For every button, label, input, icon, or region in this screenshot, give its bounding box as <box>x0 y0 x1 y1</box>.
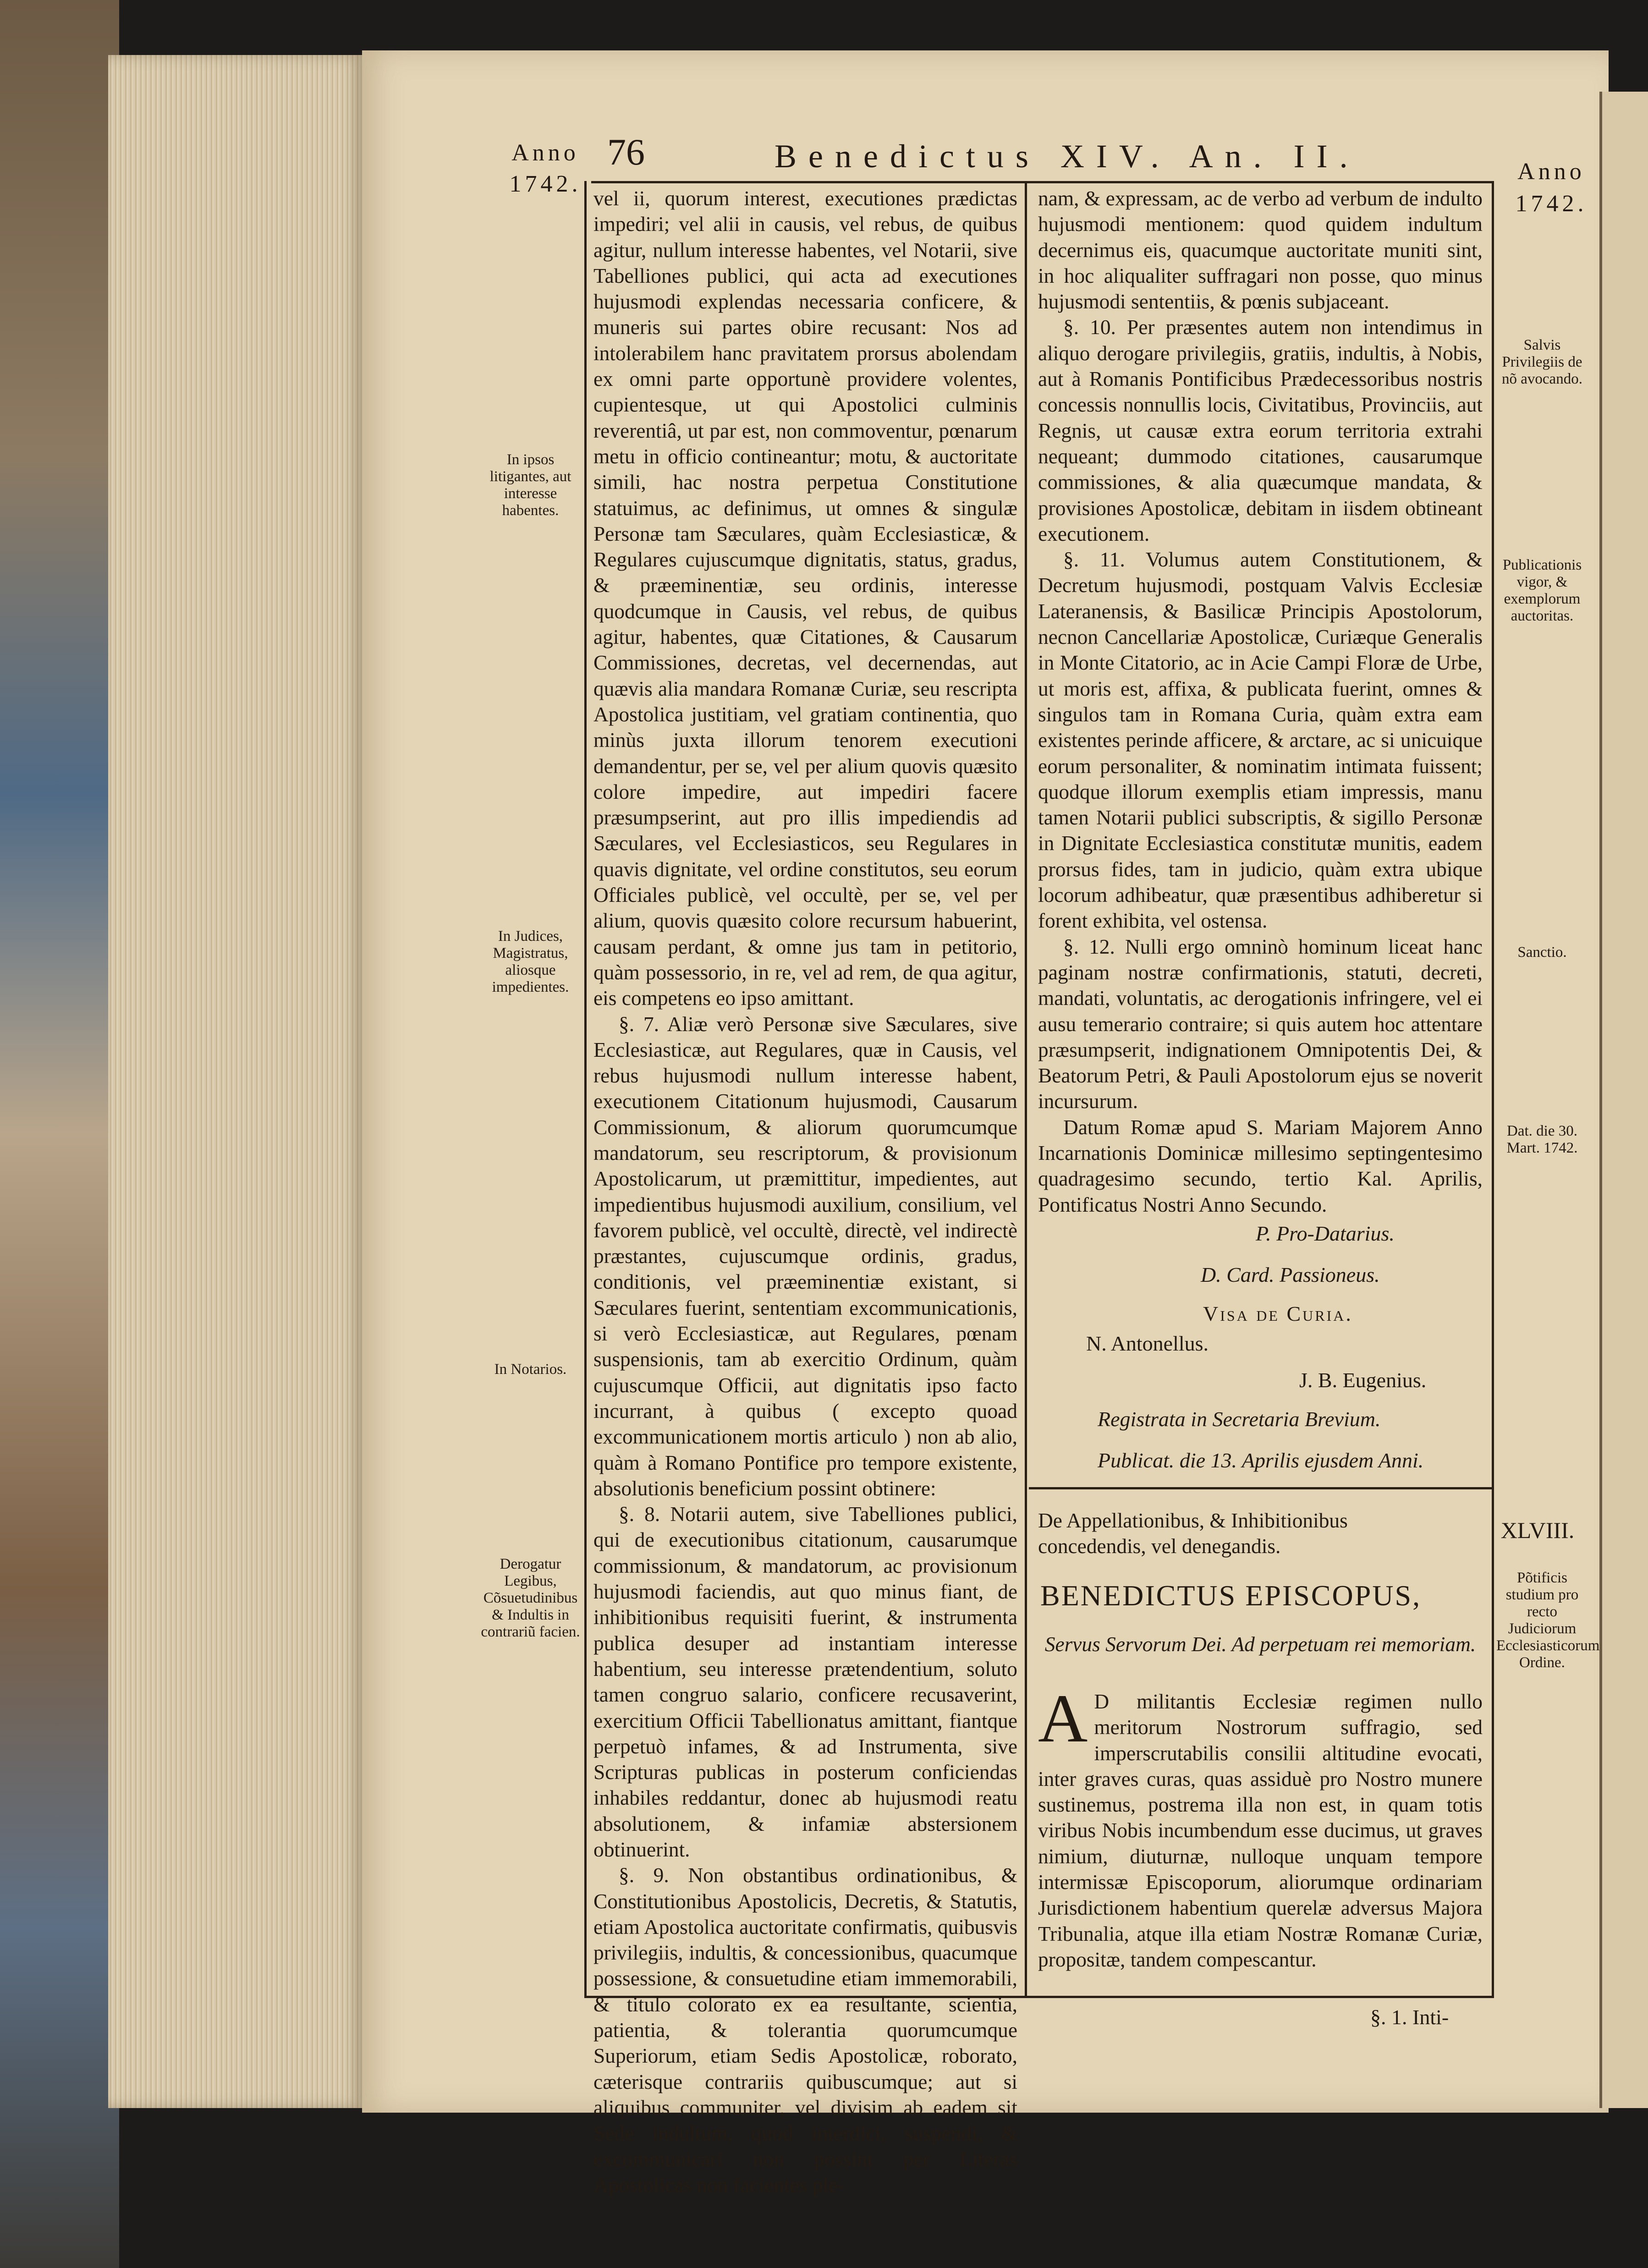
paragraph-section-9: §. 9. Non obstantibus ordinationibus, & Constitutionibus Apostolicis, Decretis, & Statutis, etiam Apostolica auctoritate confirmatis, quibusvis privilegiis, indultis, & concessionibus, quacumque possessione, & consuetudine etiam immemorabili, & titulo colorato ex ea resultante, scientia, patientia, & tolerantia quorumcumque Superiorum, etiam Sedis Apostolicæ, roborato, cæterisque contrariis quibuscumque; aut si aliquibus communiter, vel divisim ab eadem sit Sede indultum, quod interdici, suspendi, & excommunicari non possint per Literas Apostolicas non facientes ple- <box>593 1864 1017 2197</box>
page-number: 76 <box>607 131 645 173</box>
signature-antonellus: N. Antonellus. <box>1086 1332 1209 1355</box>
paragraph-section-8: §. 8. Notarii autem, sive Tabelliones publici, qui de executionibus citationum, causarumque commissionum, & mandatorum, ac provisionum hujusmodi faciendis, aut quo minus fiant, de inhibitionibus requisiti fuerint, & instrumenta publica desuper ad instantiam interesse habentium, seu interesse prætendentium, soluto tamen congruo salario, conficere recusaverint, exercitium Officii Tabellionatus amittant, fiantque perpetuò infames, & ad Instrumenta, sive Scripturas publicas in posterum conficiendas inhabiles reddantur, donec ab hujusmodi reatu absolutionem, & infamiæ abstersionem obtinuerint. <box>593 1503 1017 1861</box>
book-cover <box>0 0 119 2268</box>
body-text: D militantis Ecclesiæ regimen nullo meritorum Nostrorum suffragio, sed imperscrutabilis consilii altitudine evocati, inter graves curas, quas assiduè pro Nostro munere sustinemus, postrema illa non est, in quam totis viribus Nobis incumbendum esse ducimus, ut graves nimium, diuturnæ, nulloque unquam tempore intermissæ Episcoporum, aliorumque ordinariam Jurisdictionem habentium querelæ adversus Majora Tribunalia, atque illa etiam Nostræ Romanæ Curiæ, propositæ, tandem compescantur. <box>1038 1690 1483 1971</box>
subheading-text: Servus Servorum Dei. Ad perpetuam rei memoriam. <box>1044 1633 1476 1656</box>
header-anno-left: Anno 1742. <box>509 140 582 197</box>
section-divider-rule <box>1029 1487 1492 1489</box>
margin-note-derogatur: Derogatur Legibus, Cõsuetudinibus & Indultis in contrariũ facien. <box>481 1556 580 1640</box>
paragraph-section-10: §. 10. Per præsentes autem non intendimus in aliquo derogare privilegiis, gratiis, indultis, à Nobis, aut à Romanis Pontificibus Prædecessoribus nostris concessis nonnullis locis, Civitatibus, Provinciis, aut Regnis, ut causæ extra eorum territoria extrahi nequeant; dummodo citationes, causarumque commissiones, & alia quæcumque mandata, & provisiones Apostolicæ, debitam in iisdem obtineant executionem. <box>1038 316 1483 545</box>
catchword: §. 1. Inti- <box>1370 2005 1449 2029</box>
margin-note-sanctio: Sanctio. <box>1517 944 1567 961</box>
constitution-number: XLVIII. <box>1500 1517 1575 1543</box>
paragraph-datum: Datum Romæ apud S. Mariam Majorem Anno Incarnationis Dominicæ millesimo septingentesimo quadragesimo secundo, tertio Kal. Aprilis, Pontificatus Nostri Anno Secundo. <box>1038 1115 1483 1216</box>
paragraph-continued: vel ii, quorum interest, executiones prædictas impediri; vel alii in causis, vel rebus, de quibus agitur, nullum interesse habentes, vel Notarii, sive Tabelliones publici, qui acta ad executiones hujusmodi explendas necessaria conficere, & muneris sui partes obire recusant: Nos ad intolerabilem hanc pravitatem prorsus abolendam ex omni parte opportunè providere volentes, cupientesque, ut qui Apostolici culminis reverentiâ, ut par est, non commoventur, pœnarum metu in officio contineantur; motu, & auctoritate simili, hac nostra perpetua Constitutione statuimus, ac definimus, ut omnes & singulæ Personæ tam Sæculares, quàm Ecclesiasticæ, & Regulares cujuscumque dignitatis, status, gradus, & præeminentiæ, seu ordinis, interesse quodcumque in Causis, vel rebus, de quibus agitur, habentes, quæ Citationes, & Causarum Commissiones, decretas, vel decernendas, aut quævis alia mandara Romanæ Curiæ, seu rescripta Apostolica justitiam, vel gratiam continentia, quo minùs juxta illorum tenorem executioni demandentur, per se, vel per alium quovis quæsito colore impedire, aut impediri facere præsumpserint, aut pro illis impediendis ad Sæculares, vel Ecclesiasticos, seu Regulares in quavis dignitate, vel ordine constitutos, seu eorum Officiales publicè, vel occultè, per se, vel per alium, quovis quæsito colore recursum habuerint, causam perdant, & omne jus tam in petitorio, quàm possessorio, in re, vel ad rem, de qua agitur, eis competens eo ipso amittant. <box>593 187 1017 1010</box>
papal-heading: BENEDICTUS EPISCOPUS, <box>1040 1579 1422 1612</box>
margin-note-litigantes: In ipsos litigantes, aut interesse habentes. <box>489 451 571 519</box>
header-anno-right: Anno 1742. <box>1515 159 1588 217</box>
new-document-summary <box>1038 1508 1391 1560</box>
signature-visa-de-curia: Visa de Curia. <box>1203 1302 1353 1325</box>
margin-note-pontificis: Põtificis studium pro recto Judiciorum Ecclesiasticorum Ordine. <box>1496 1570 1600 1671</box>
registrata-line: Registrata in Secretaria Brevium. <box>1098 1407 1381 1431</box>
facing-page-edge <box>1599 92 1648 2108</box>
papal-subheading <box>1038 1631 1483 1657</box>
right-text-column <box>1038 186 1483 1218</box>
header-rule <box>591 181 1492 183</box>
margin-note-judices: In Judices, Magistratus, aliosque impedientes. <box>492 928 569 995</box>
page-edges <box>108 55 365 2108</box>
signature-pro-datarius: P. Pro-Datarius. <box>1256 1222 1395 1245</box>
summary-text: De Appellationibus, & Inhibitionibus concedendis, vel denegandis. <box>1038 1509 1348 1558</box>
signature-card-passioneus: D. Card. Passioneus. <box>1201 1263 1380 1286</box>
paragraph-section-11: §. 11. Volumus autem Constitutionem, & Decretum hujusmodi, postquam Valvis Ecclesiæ Lateranensis, & Basilicæ Principis Apostolorum, necnon Cancellariæ Apostolicæ, Curiæque Generalis in Monte Citatorio, ac in Acie Campi Floræ de Urbe, ut moris est, affixa, & publicata fuerint, omnes & singulos tam in Romana Curia, quàm extra eam existentes perinde afficere, & arctare, ac si unicuique eorum personaliter, & nominatim intimata fuissent; quodque illorum exemplis etiam impressis, manu tamen Notarii publici subscriptis, & sigillo Personæ in Dignitate Ecclesiastica constitutæ munitis, eadem prorsus fides, tam in judicio, quàm extra ubique locorum adhibeatur, quæ præsentibus adhiberetur si forent exhibita, vel ostensa. <box>1038 548 1483 933</box>
margin-note-dat: Dat. die 30. Mart. 1742. <box>1506 1123 1578 1156</box>
paragraph-continued-right: nam, & expressam, ac de verbo ad verbum de indulto hujusmodi mentionem: quod quidem indultum decernimus eis, quacumque auctoritate muniti sint, in hoc aliqualiter suffragari non posse, quo minus hujusmodi sententiis, & pœnis subjaceant. <box>1038 187 1483 313</box>
publicat-line: Publicat. die 13. Aprilis ejusdem Anni. <box>1098 1449 1424 1472</box>
right-column-rule-outer <box>1492 181 1494 1996</box>
center-column-rule <box>1025 181 1027 1996</box>
margin-note-notarios: In Notarios. <box>494 1361 567 1378</box>
left-text-column <box>593 186 1017 2198</box>
new-document-body <box>1038 1680 1483 1972</box>
margin-note-salvis: Salvis Privilegiis de nõ avocando. <box>1502 337 1582 387</box>
margin-note-publicationis: Publicationis vigor, & exemplorum auctoritas. <box>1502 557 1582 624</box>
left-column-rule-outer <box>584 181 587 1996</box>
running-title: Benedictus XIV. An. II. <box>775 138 1360 175</box>
paragraph-section-12: §. 12. Nulli ergo omninò hominum liceat hanc paginam nostræ confirmationis, statuti, decreti, mandati, voluntatis, ac derogationis infringere, vel ei ausu temerario contraire; si quis autem hoc attentare præsumpserit, indignationem Omnipotentis Dei, & Beatorum Petri, & Pauli Apostolorum ejus se noverit incursurum. <box>1038 935 1483 1113</box>
paragraph-section-7: §. 7. Aliæ verò Personæ sive Sæculares, sive Ecclesiasticæ, aut Regulares, quæ in Causis, vel rebus hujusmodi nullum interesse habent, executionem Citationum hujusmodi, Causarum Commissionum, & aliorum quorumcumque mandatorum, seu rescriptorum, & provisionum Apostolicarum, ut præmittitur, impedientes, aut impedientibus hujusmodi auxilium, consilium, vel favorem publicè, vel occultè, directè, vel indirectè præstantes, cujuscumque ordinis, gradus, conditionis, vel præeminentiæ existant, si Sæculares fuerint, sententiam excommunicationis, si verò Ecclesiasticæ, aut Regulares, pœnam suspensionis, tam ab exercitio Ordinum, quàm cujuscumque Officii, aut dignitatis ipso facto incurrant, à quibus ( excepto quoad excommunicationem mortis articulo ) non ab alio, quàm à Romano Pontifice pro tempore existente, absolutionis beneficium possint obtinere: <box>593 1012 1017 1500</box>
signature-eugenius: J. B. Eugenius. <box>1299 1368 1427 1392</box>
drop-cap: A <box>1038 1680 1088 1757</box>
